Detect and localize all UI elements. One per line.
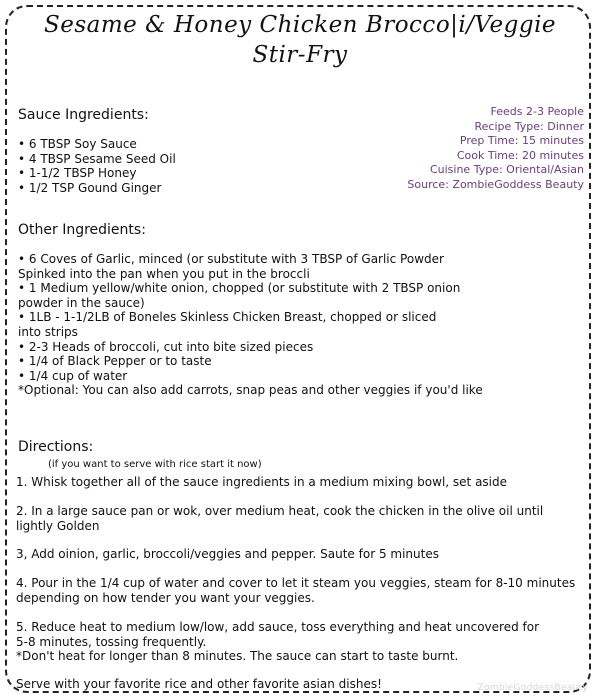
watermark: ZombieGoddessBeauty xyxy=(477,683,588,693)
direction-step-2 xyxy=(16,504,591,533)
list-item: • 1/2 TSP Gound Ginger xyxy=(18,180,162,195)
list-item: • 1/4 cup of water xyxy=(18,368,128,383)
step-line: 1. Whisk together all of the sauce ingredients in a medium mixing bowl, set aside xyxy=(16,475,508,489)
list-item: • 4 TBSP Sesame Seed Oil xyxy=(18,151,176,166)
directions-heading: Directions: xyxy=(18,439,94,455)
sauce-ingredients-list xyxy=(18,137,176,195)
direction-step-1 xyxy=(16,475,591,490)
meta-cuisine-type: Cuisine Type: Oriental/Asian xyxy=(429,163,584,177)
recipe-title-line-1: Sesame & Honey Chicken Brocco|i/Veggie xyxy=(43,12,557,38)
list-item: powder in the sauce) xyxy=(18,295,145,310)
recipe-meta xyxy=(407,105,584,193)
list-item: Spinked into the pan when you put in the broccli xyxy=(18,266,310,281)
other-ingredients-heading: Other Ingredients: xyxy=(18,222,146,238)
step-line: 5. Reduce heat to medium low/low, add sauce, toss everything and heat uncovered for xyxy=(16,620,540,634)
direction-step-4 xyxy=(16,576,591,605)
step-line: depending on how tender you want your veggies. xyxy=(16,590,315,605)
list-item: • 1 Medium yellow/white onion, chopped (or substitute with 2 TBSP onion xyxy=(18,281,461,296)
meta-cook-time: Cook Time: 20 minutes xyxy=(456,148,584,162)
other-ingredients-list xyxy=(18,252,483,398)
list-item: • 1-1/2 TBSP Honey xyxy=(18,166,137,181)
step-line: lightly Golden xyxy=(16,518,100,533)
directions-note: (if you want to serve with rice start it now) xyxy=(48,459,262,470)
list-item: • 1/4 of Black Pepper or to taste xyxy=(18,354,212,369)
list-item: • 1LB - 1-1/2LB of Boneles Skinless Chicken Breast, chopped or sliced xyxy=(18,310,437,325)
step-line: Serve with your favorite rice and other favorite asian dishes! xyxy=(16,677,382,691)
meta-recipe-type: Recipe Type: Dinner xyxy=(474,119,584,133)
sauce-ingredients-heading: Sauce Ingredients: xyxy=(18,107,149,123)
step-line: 2. In a large sauce pan or wok, over medium heat, cook the chicken in the olive oil until xyxy=(16,504,544,518)
meta-source: Source: ZombieGoddess Beauty xyxy=(407,177,584,191)
list-item: • 6 Coves of Garlic, minced (or substitute with 3 TBSP of Garlic Powder xyxy=(18,252,444,266)
list-item: into strips xyxy=(18,324,78,339)
step-line: 3, Add oinion, garlic, broccoli/veggies and pepper. Saute for 5 minutes xyxy=(16,547,439,561)
recipe-title-line-2: Stir-Fry xyxy=(252,42,348,68)
step-line: 4. Pour in the 1/4 cup of water and cover to let it steam you veggies, steam for 8-10 minutes xyxy=(16,576,576,590)
direction-step-5 xyxy=(16,620,591,664)
direction-step-3 xyxy=(16,547,591,562)
step-line: 5-8 minutes, tossing frequently. xyxy=(16,634,207,649)
step-line: *Don't heat for longer than 8 minutes. The sauce can start to taste burnt. xyxy=(16,649,459,664)
list-item: • 6 TBSP Soy Sauce xyxy=(18,137,137,151)
meta-prep-time: Prep Time: 15 minutes xyxy=(459,134,584,148)
list-item: *Optional: You can also add carrots, snap peas and other veggies if you'd like xyxy=(18,383,483,398)
list-item: • 2-3 Heads of broccoli, cut into bite sized pieces xyxy=(18,339,314,354)
meta-feeds: Feeds 2-3 People xyxy=(490,105,584,118)
